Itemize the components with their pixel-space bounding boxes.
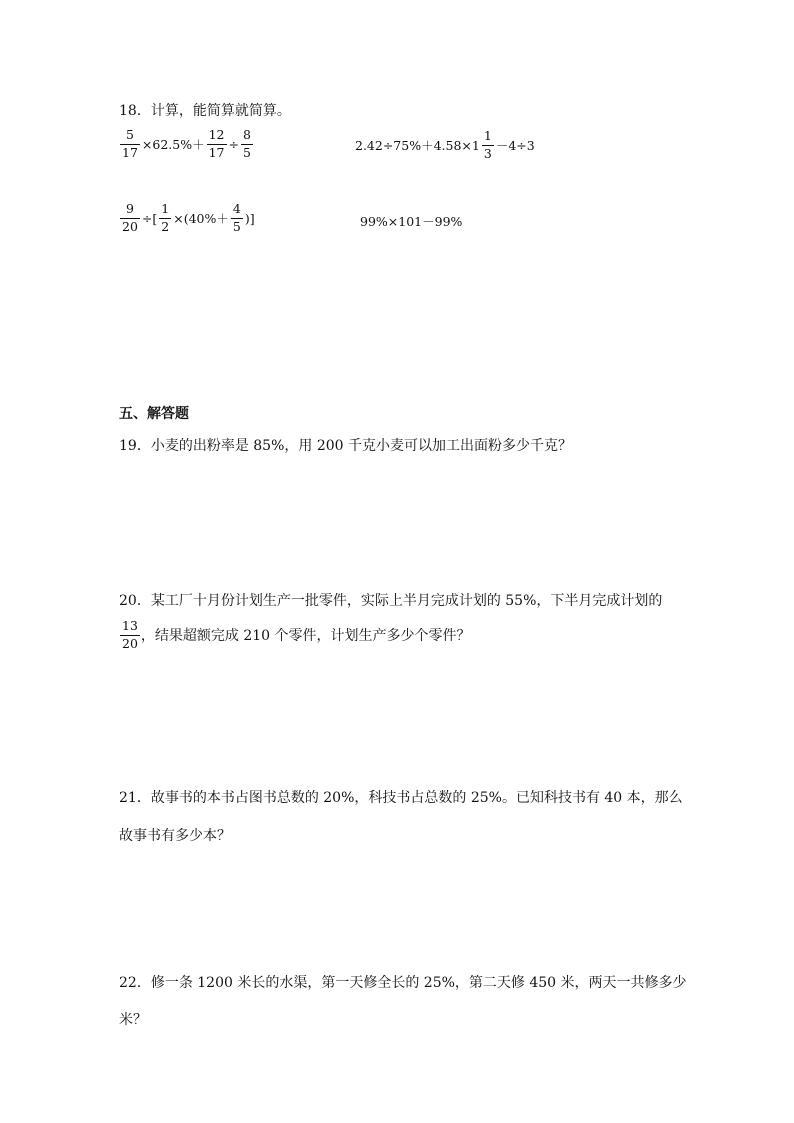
q22-line-1: 22．修一条 1200 米长的水渠，第一天修全长的 25%，第二天修 450 米，两天一共修多少 <box>119 975 687 991</box>
fraction: $\frac{9}{20}$ <box>122 201 138 234</box>
fraction: $\frac{12}{17}$ <box>208 127 225 160</box>
fraction: $\frac{4}{5}$ <box>232 201 241 234</box>
q18-expression-2: 2.42÷75%＋4.58×1 $\frac{1}{3}$ －4÷3 <box>355 128 535 161</box>
q18-title: 18．计算，能简算就简算。 <box>119 103 291 119</box>
q20-line-2: $\frac{13}{20}$ ，结果超额完成 210 个零件，计划生产多少个零件？ <box>122 618 471 651</box>
fraction: $\frac{8}{5}$ <box>242 127 251 160</box>
q21-line-1: 21．故事书的本书占图书总数的 20%，科技书占总数的 25%。已知科技书有 40 本，那么 <box>119 790 683 806</box>
section-heading: 五、解答题 <box>119 406 189 422</box>
fraction: $\frac{1}{2}$ <box>161 201 170 234</box>
q20-line-1: 20．某工厂十月份计划生产一批零件，实际上半月完成计划的 55%，下半月完成计划的 <box>119 593 663 609</box>
q18-expression-4: 99%×101－99% <box>360 214 463 229</box>
fraction: $\frac{5}{17}$ <box>122 127 138 160</box>
q21-line-2: 故事书有多少本？ <box>119 828 231 844</box>
fraction: $\frac{13}{20}$ <box>122 618 138 651</box>
q22-line-2: 米？ <box>119 1012 147 1028</box>
q18-expression-3: $\frac{9}{20}$ ÷[ $\frac{1}{2}$ ×(40%＋ $\frac{4}{5}$ )] <box>122 201 255 234</box>
q19-text: 19．小麦的出粉率是 85%，用 200 千克小麦可以加工出面粉多少千克？ <box>119 438 573 454</box>
fraction: $\frac{1}{3}$ <box>483 128 492 161</box>
q18-expression-1: $\frac{5}{17}$ ×62.5%＋ $\frac{12}{17}$ ÷ $\frac{8}{5}$ <box>122 127 251 160</box>
